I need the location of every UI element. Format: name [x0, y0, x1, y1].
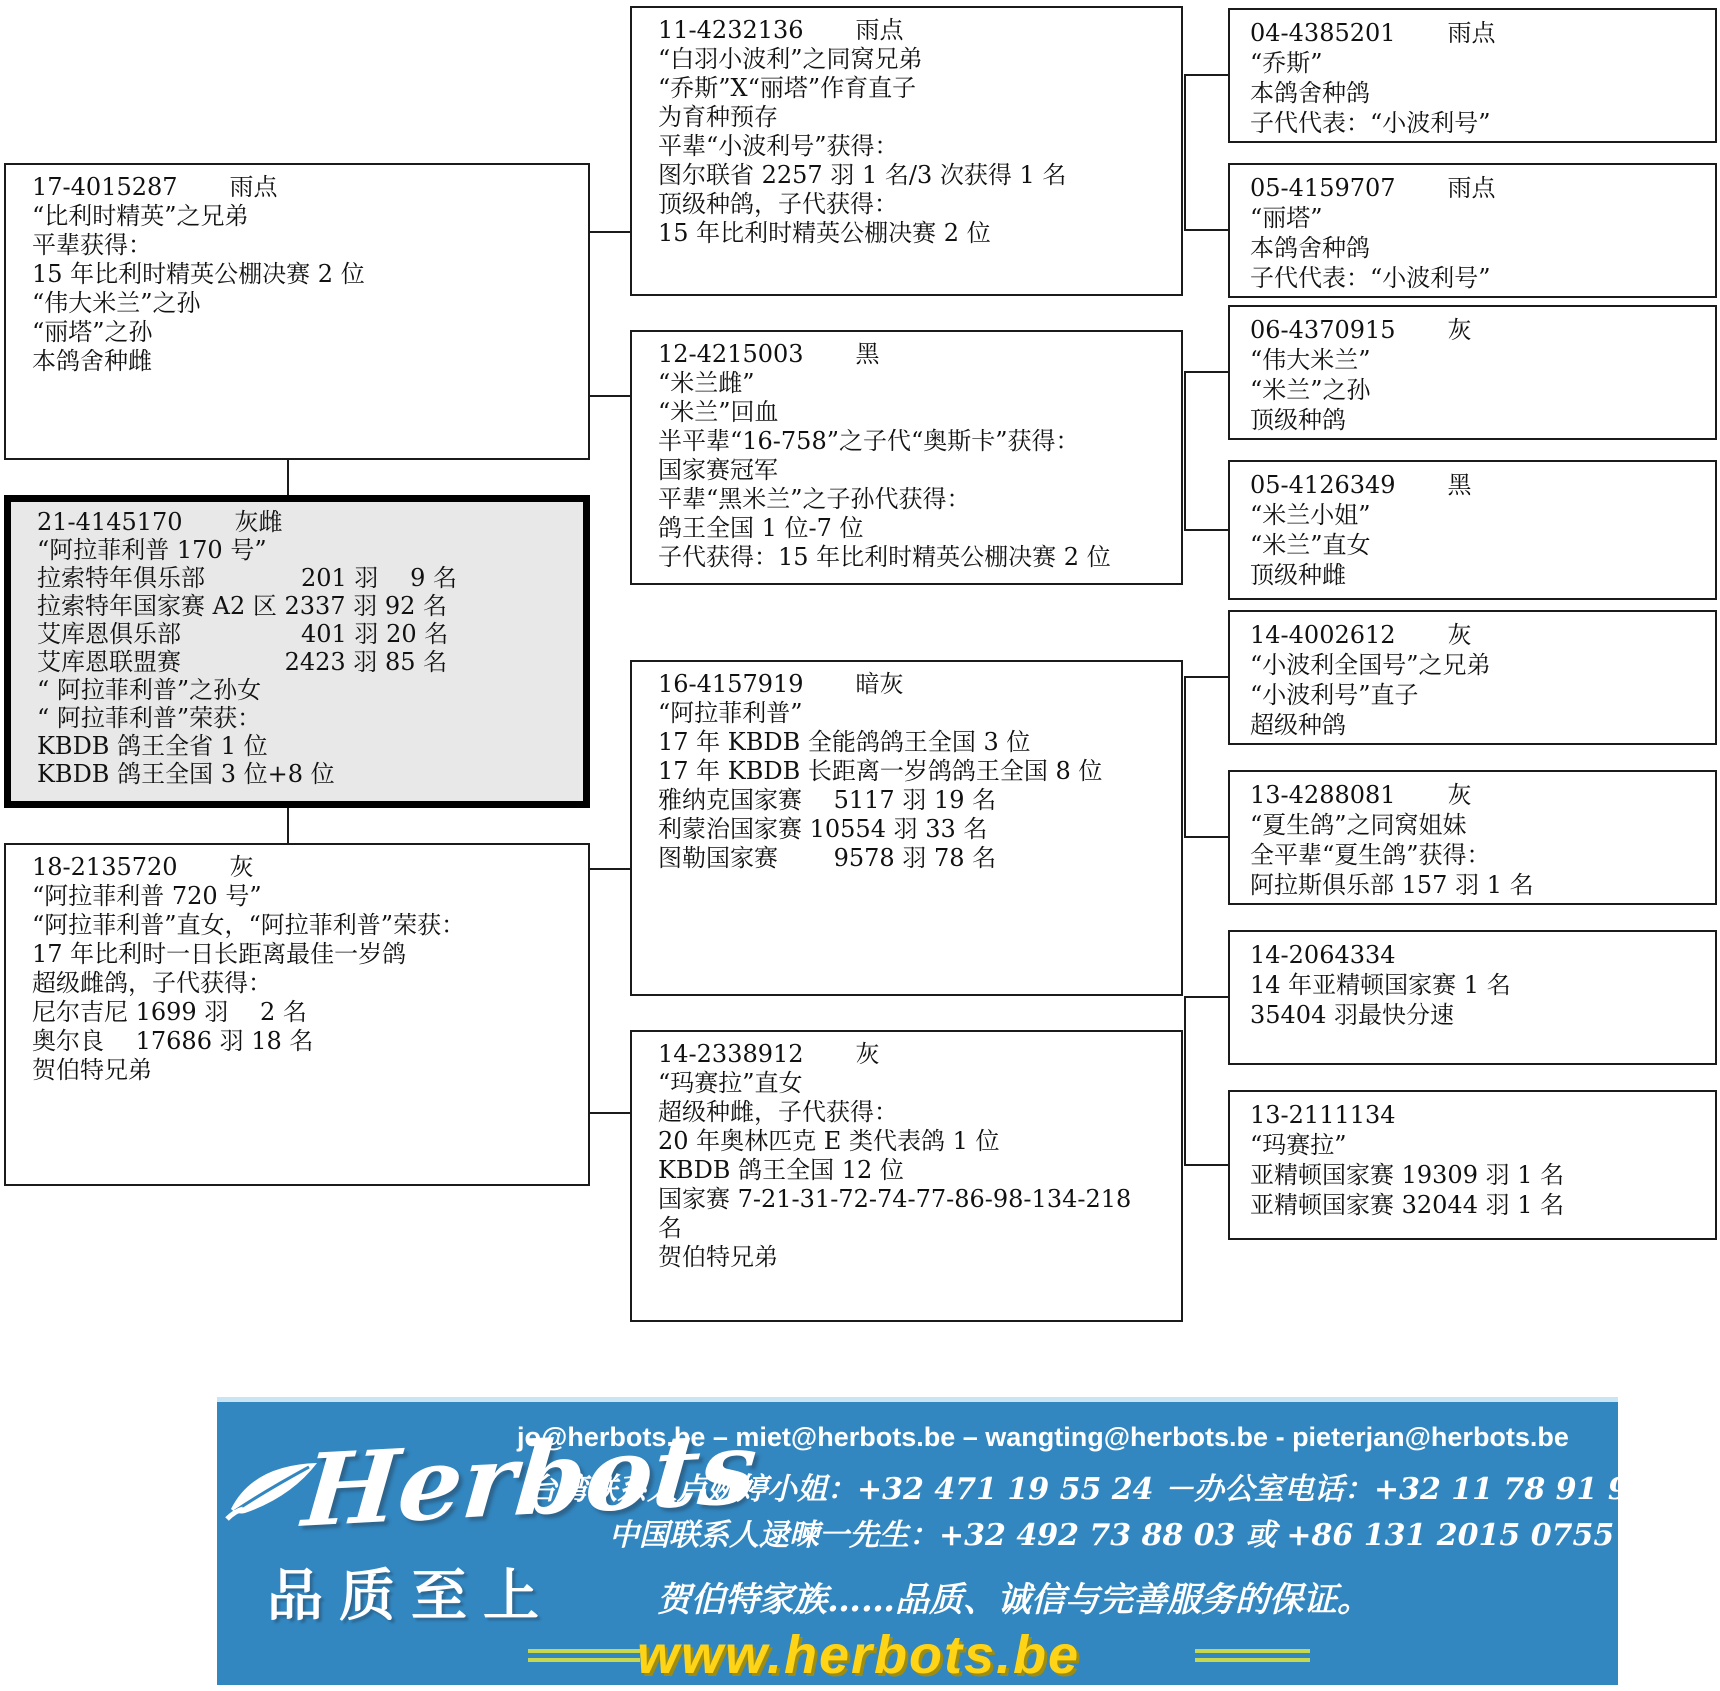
box-text-line: 利蒙治国家赛 10554 羽 33 名 [658, 815, 988, 843]
connector-line [1184, 229, 1228, 231]
box-text-line: 顶级种鸽 [1250, 406, 1346, 434]
pedigree-box-ancestor-7 [1228, 930, 1717, 1065]
pigeon-ring-row [1250, 18, 1705, 48]
connector-line [1184, 74, 1228, 76]
ring-number: 14-2064334 [1250, 941, 1396, 969]
box-text-line: 雅纳克国家赛 5117 羽 19 名 [658, 786, 997, 814]
box-text-line: 本鸽舍种鸽 [1250, 79, 1370, 107]
pedigree-box-sire-1 [630, 6, 1183, 296]
box-text-line: 尼尔吉尼 1699 羽 2 名 [32, 998, 307, 1026]
box-text-line: 艾库恩联盟赛 2423 羽 85 名 [37, 648, 448, 676]
ring-color: 灰 [1447, 316, 1472, 344]
pigeon-info [1250, 650, 1705, 740]
ring-color: 灰雌 [234, 508, 283, 536]
pigeon-info [1250, 500, 1705, 590]
pigeon-info [32, 202, 578, 376]
connector-line [1184, 371, 1186, 531]
box-text-line: “丽塔”之孙 [32, 318, 153, 346]
box-text-line: 35404 羽最快分速 [1250, 1001, 1454, 1029]
box-text-line: 拉索特年国家赛 A2 区 2337 羽 92 名 [37, 592, 447, 620]
box-text-line: 平辈“黑米兰”之子孙代获得： [658, 485, 971, 513]
box-text-line: 贺伯特兄弟 [658, 1243, 778, 1271]
ring-number: 05-4126349 [1250, 471, 1396, 499]
box-text-line: 平辈获得： [32, 231, 152, 259]
pedigree-box-ancestor-3 [1228, 305, 1717, 440]
logo-tagline: 品质至上 [267, 1563, 555, 1629]
box-text-line: “ 阿拉菲利普”荣获： [37, 704, 262, 732]
ring-number: 12-4215003 [658, 340, 804, 368]
ring-number: 14-2338912 [658, 1040, 804, 1068]
pigeon-info [1250, 1130, 1705, 1220]
box-text-line: 全平辈“夏生鸽”获得： [1250, 841, 1491, 869]
box-text-line: 亚精顿国家赛 32044 羽 1 名 [1250, 1191, 1565, 1219]
divider-left [528, 1649, 640, 1662]
box-text-line: 奥尔良 17686 羽 18 名 [32, 1027, 314, 1055]
box-text-line: “阿拉菲利普 720 号” [32, 882, 262, 910]
herbots-logo: Herbots [298, 1408, 762, 1550]
ring-color: 雨点 [229, 173, 278, 201]
ring-color: 灰 [1447, 621, 1472, 649]
box-text-line: “伟大米兰”之孙 [32, 289, 201, 317]
box-text-line: 14 年亚精顿国家赛 1 名 [1250, 971, 1511, 999]
pigeon-ring-row [32, 853, 578, 882]
box-text-line: 子代获得：15 年比利时精英公棚决赛 2 位 [658, 543, 1111, 571]
pigeon-info [658, 45, 1171, 248]
box-text-line: 超级种雌，子代获得： [658, 1098, 898, 1126]
divider-right [1195, 1649, 1310, 1662]
pigeon-info [1250, 345, 1705, 435]
pigeon-info [1250, 203, 1705, 293]
box-text-line: 15 年比利时精英公棚决赛 2 位 [32, 260, 365, 288]
box-text-line: 图尔联省 2257 羽 1 名/3 次获得 1 名 [658, 161, 1067, 189]
box-text-line: “阿拉菲利普” [658, 699, 803, 727]
box-text-line: 本鸽舍种雌 [32, 347, 152, 375]
ring-color: 雨点 [1447, 19, 1496, 47]
pigeon-info [658, 699, 1171, 873]
pigeon-ring-row [1250, 470, 1705, 500]
pedigree-box-main-pigeon [4, 495, 590, 808]
ring-color: 灰 [229, 853, 254, 881]
pigeon-ring-row [1250, 620, 1705, 650]
connector-line [287, 460, 289, 495]
connector-line [1184, 371, 1228, 373]
box-text-line: 17 年 KBDB 全能鸽鸽王全国 3 位 [658, 728, 1031, 756]
box-text-line: KBDB 鸽王全国 3 位+8 位 [37, 760, 335, 788]
box-text-line: 顶级种鸽，子代获得： [658, 190, 898, 218]
pedigree-box-ancestor-1 [1228, 8, 1717, 143]
box-text-line: 17 年比利时一日长距离最佳一岁鸽 [32, 940, 407, 968]
ring-color: 雨点 [855, 16, 904, 44]
box-text-line: “玛赛拉” [1250, 1131, 1347, 1159]
pigeon-info [1250, 970, 1705, 1030]
pedigree-box-sire-2 [630, 660, 1183, 996]
ring-number: 13-4288081 [1250, 781, 1396, 809]
pigeon-info [1250, 48, 1705, 138]
pigeon-info [658, 1069, 1171, 1272]
box-text-line: 名 [658, 1214, 682, 1242]
pigeon-info [32, 882, 578, 1085]
pigeon-ring-row [37, 508, 573, 536]
pedigree-box-ancestor-6 [1228, 770, 1717, 905]
box-text-line: “阿拉菲利普”直女，“阿拉菲利普”荣获： [32, 911, 466, 939]
box-text-line: KBDB 鸽王全国 12 位 [658, 1156, 904, 1184]
ring-color: 灰 [855, 1040, 880, 1068]
pigeon-ring-row [658, 16, 1171, 45]
ring-number: 21-4145170 [37, 508, 183, 536]
box-text-line: 平辈“小波利号”获得： [658, 132, 899, 160]
box-text-line: “白羽小波利”之同窝兄弟 [658, 45, 923, 73]
box-text-line: 15 年比利时精英公棚决赛 2 位 [658, 219, 991, 247]
ring-number: 04-4385201 [1250, 19, 1396, 47]
box-text-line: 鸽王全国 1 位-7 位 [658, 514, 864, 542]
box-text-line: 子代代表：“小波利号” [1250, 264, 1491, 292]
box-text-line: 艾库恩俱乐部 401 羽 20 名 [37, 620, 449, 648]
ring-number: 16-4157919 [658, 670, 804, 698]
box-text-line: “米兰”之孙 [1250, 376, 1371, 404]
box-text-line: 国家赛 7-21-31-72-74-77-86-98-134-218 [658, 1185, 1132, 1213]
box-text-line: 超级种鸽 [1250, 711, 1346, 739]
ring-color: 黑 [855, 340, 880, 368]
website-link[interactable]: www.herbots.be [637, 1625, 1081, 1685]
ring-number: 17-4015287 [32, 173, 178, 201]
box-text-line: “丽塔” [1250, 204, 1323, 232]
contact-emails[interactable]: jo@herbots.be – miet@herbots.be – wangting@herbots.be - pieterjan@herbots.be [517, 1422, 1569, 1452]
ring-number: 06-4370915 [1250, 316, 1396, 344]
box-text-line: 子代代表：“小波利号” [1250, 109, 1491, 137]
pigeon-info [1250, 810, 1705, 900]
connector-line [1184, 836, 1228, 838]
pigeon-ring-row [658, 1040, 1171, 1069]
connector-line [590, 868, 630, 870]
ring-color: 暗灰 [855, 670, 904, 698]
box-text-line: 超级雌鸽，子代获得： [32, 969, 272, 997]
box-text-line: 本鸽舍种鸽 [1250, 234, 1370, 262]
box-text-line: “伟大米兰” [1250, 346, 1371, 374]
connector-line [1184, 676, 1228, 678]
connector-line [1184, 676, 1186, 838]
box-text-line: 图勒国家赛 9578 羽 78 名 [658, 844, 997, 872]
box-text-line: “米兰雌” [658, 369, 755, 397]
pedigree-box-ancestor-4 [1228, 460, 1717, 600]
box-text-line: “夏生鸽”之同窝姐妹 [1250, 811, 1467, 839]
box-text-line: 亚精顿国家赛 19309 羽 1 名 [1250, 1161, 1565, 1189]
pigeon-info [37, 536, 573, 788]
box-text-line: “玛赛拉”直女 [658, 1069, 803, 1097]
box-text-line: “乔斯”X“丽塔”作育直子 [658, 74, 917, 102]
contact-china: 中国联系人逯暕一先生：+32 492 73 88 03 或 +86 131 2015 0755 [609, 1518, 1615, 1553]
pedigree-box-ancestor-2 [1228, 163, 1717, 298]
pigeon-ring-row [658, 670, 1171, 699]
connector-line [287, 808, 289, 843]
box-text-line: 阿拉斯俱乐部 157 羽 1 名 [1250, 871, 1534, 899]
pedigree-box-grandparent-left-top [4, 163, 590, 460]
connector-line [590, 395, 630, 397]
pedigree-box-ancestor-8 [1228, 1090, 1717, 1240]
herbots-banner [217, 1397, 1650, 1685]
ring-number: 13-2111134 [1250, 1101, 1396, 1129]
connector-line [590, 231, 630, 233]
box-text-line: “乔斯” [1250, 49, 1323, 77]
connector-line [1184, 74, 1186, 231]
box-text-line: 顶级种雌 [1250, 561, 1346, 589]
box-text-line: “小波利全国号”之兄弟 [1250, 651, 1491, 679]
box-text-line: “米兰”回血 [658, 398, 779, 426]
box-text-line: 国家赛冠军 [658, 456, 778, 484]
box-text-line: KBDB 鸽王全省 1 位 [37, 732, 268, 760]
box-text-line: “米兰”直女 [1250, 531, 1371, 559]
box-text-line: “阿拉菲利普 170 号” [37, 536, 267, 564]
pedigree-box-grandparent-left-bottom [4, 843, 590, 1186]
pedigree-box-dam-1 [630, 330, 1183, 585]
family-slogan: 贺伯特家族……品质、诚信与完善服务的保证。 [657, 1580, 1371, 1620]
box-text-line: 贺伯特兄弟 [32, 1056, 152, 1084]
ring-color: 黑 [1447, 471, 1472, 499]
box-text-line: 17 年 KBDB 长距离一岁鸽鸽王全国 8 位 [658, 757, 1103, 785]
connector-line [1184, 1164, 1228, 1166]
box-text-line: “小波利号”直子 [1250, 681, 1419, 709]
ring-number: 05-4159707 [1250, 174, 1396, 202]
pigeon-ring-row [1250, 173, 1705, 203]
pedigree-box-dam-2 [630, 1030, 1183, 1322]
box-text-line: “ 阿拉菲利普”之孙女 [37, 676, 262, 704]
pigeon-ring-row [1250, 1100, 1705, 1130]
connector-line [590, 1112, 630, 1114]
pedigree-box-ancestor-5 [1228, 610, 1717, 745]
pigeon-ring-row [32, 173, 578, 202]
ring-color: 雨点 [1447, 174, 1496, 202]
box-text-line: 为育种预存 [658, 103, 778, 131]
connector-line [1184, 996, 1228, 998]
box-text-line: 拉索特年俱乐部 201 羽 9 名 [37, 564, 457, 592]
pigeon-info [658, 369, 1171, 572]
connector-line [1184, 529, 1228, 531]
contact-taiwan: 台湾联系人卢婉婷小姐：+32 471 19 55 24 －办公室电话：+32 11 78 91 90 [527, 1472, 1650, 1507]
pigeon-ring-row [1250, 780, 1705, 810]
box-text-line: “比利时精英”之兄弟 [32, 202, 249, 230]
pigeon-ring-row [1250, 315, 1705, 345]
box-text-line: 20 年奥林匹克 E 类代表鸽 1 位 [658, 1127, 1000, 1155]
ring-number: 11-4232136 [658, 16, 804, 44]
ring-number: 18-2135720 [32, 853, 178, 881]
connector-line [1184, 996, 1186, 1166]
ring-color: 灰 [1447, 781, 1472, 809]
box-text-line: 半平辈“16-758”之子代“奥斯卡”获得： [658, 427, 1080, 455]
ring-number: 14-4002612 [1250, 621, 1396, 649]
box-text-line: “米兰小姐” [1250, 501, 1371, 529]
pigeon-ring-row [658, 340, 1171, 369]
pigeon-ring-row [1250, 940, 1705, 970]
